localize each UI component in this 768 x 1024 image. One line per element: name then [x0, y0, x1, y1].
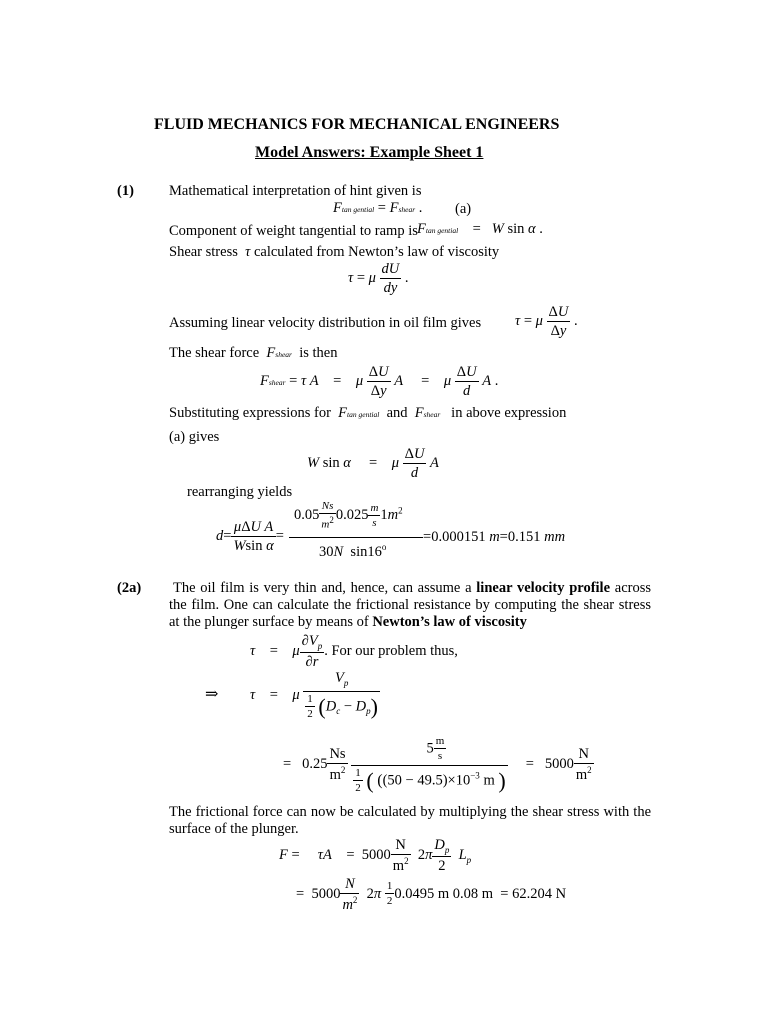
linear-velocity-equation: τ = μ $\frac{\Delta U}{\Delta y}$ .	[515, 304, 578, 339]
implies-arrow: ⇒	[205, 686, 219, 703]
equation-a: Ftan gential = Fshear .	[333, 200, 423, 216]
friction-force-equation: F = τA = 5000 $\frac{N}{m^2}$ 2π $\frac{D_p}{2}$ $L_p$	[279, 837, 472, 874]
q1-substituting-text: Substituting expressions for Ftan gential and Fshear in above expression	[169, 405, 567, 421]
newton-viscosity-equation: τ = μ $\frac{dU}{dy}$ .	[348, 261, 409, 296]
q1-force-text: The shear force Fshear is then	[169, 345, 338, 361]
q1-gives-text: (a) gives	[169, 429, 220, 445]
d-equation-denominator: 30N sin16$^o$	[319, 542, 387, 560]
document-subtitle: Model Answers: Example Sheet 1	[255, 144, 484, 161]
q1-rearranging-text: rearranging yields	[187, 484, 293, 500]
d-equation-fraction-line	[289, 537, 423, 538]
question-2a-label: (2a)	[117, 580, 142, 596]
substituted-equation: W sin α = μ $\frac{\Delta U}{d}$ A	[307, 446, 439, 481]
q2a-paragraph-1: The oil film is very thin and, hence, can assume a linear velocity profile across the film. One can calculate the frictional resistance by computing the shear stress at the plunger surface by means of Newton’s law of viscosity	[169, 580, 652, 630]
partial-derivative-equation: τ = μ $\frac{\partial V_p}{\partial r}$ . For our problem thus,	[250, 633, 458, 670]
d-equation-numerator: 0.05 $\frac{Ns}{m^2}$ 0.025 $\frac{m}{s}$ $1m^2$	[294, 500, 403, 531]
shear-force-equation: Fshear = τ A = μ $\frac{\Delta U}{\Delta y}$ A = μ $\frac{\Delta U}{d}$ A .	[260, 364, 499, 399]
tau-numeric-equation: = 0.25 $\frac{Ns}{m^2}$ 5 $\frac{m}{s}$ $\frac{1}{2}$ ( ($(50 - 49.5)\times 10^{-3}$ m ) = 5000 $\frac{N}{m^2}$	[283, 734, 592, 794]
document-title: FLUID MECHANICS FOR MECHANICAL ENGINEERS	[154, 116, 560, 133]
tau-formula: τ = μ $V_p$ $\frac{1}{2}$ $(D_c - D_p)$	[250, 670, 378, 720]
q1-intro-text: Mathematical interpretation of hint given is	[169, 183, 422, 199]
equation-a-label: (a)	[455, 201, 472, 217]
q2a-paragraph-2: The frictional force can now be calculated by multiplying the shear stress with the surface of the plunger.	[169, 804, 651, 837]
question-1-label: (1)	[117, 183, 134, 199]
q1-component-text: Component of weight tangential to ramp is	[169, 223, 418, 239]
tangential-force-equation: Ftan gential = W sin α .	[417, 221, 543, 237]
friction-force-result: = 5000 $\frac{N}{m^2}$ 2π $\frac{1}{2}$ 0.0495 m 0.08 m = 62.204 N	[296, 876, 567, 913]
q1-shear-text: Shear stress τ calculated from Newton’s law of viscosity	[169, 244, 500, 260]
q1-assuming-text: Assuming linear velocity distribution in oil film gives	[169, 315, 482, 331]
d-result: =0.000151 m=0.151 mm	[423, 529, 566, 545]
d-equation-lhs: d= $\frac{\text{μΔU A}}{\text{Wsin α}}$ =	[216, 519, 284, 554]
